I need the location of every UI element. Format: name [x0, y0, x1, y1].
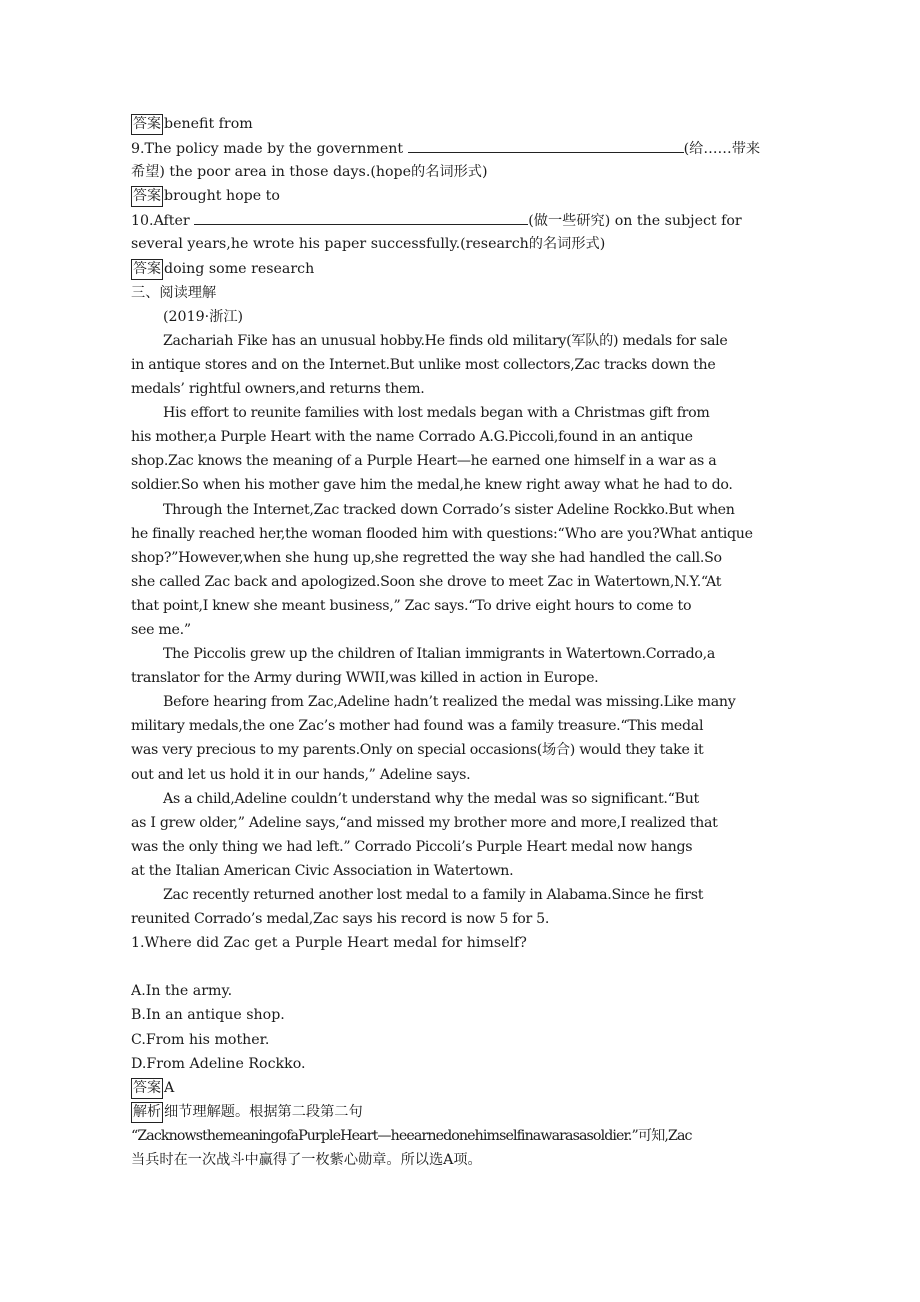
- fill-in-blank[interactable]: [194, 208, 528, 225]
- passage-line: shop.Zac knows the meaning of a Purple Heart—he earned one himself in a war as a: [131, 453, 717, 470]
- passage-line: at the Italian American Civic Association in Watertown.: [131, 862, 514, 879]
- answer-row: [131, 257, 831, 281]
- fill-in-blank[interactable]: [408, 136, 684, 153]
- question-9-line-1: [131, 136, 831, 160]
- question-9-hint: (给……带来: [683, 141, 761, 158]
- document-page: [131, 112, 831, 1172]
- option-d: D.From Adeline Rockko.: [131, 1055, 306, 1072]
- answer-row: [131, 112, 831, 136]
- passage-line: Before hearing from Zac,Adeline hadn’t realized the medal was missing.Like many: [163, 694, 736, 711]
- passage-line: As a child,Adeline couldn’t understand why the medal was so significant.“But: [163, 790, 699, 807]
- passage-line: see me.”: [131, 621, 191, 638]
- question-10-hint: (做一些研究) on the subject for: [528, 213, 742, 230]
- answer-tag: 答案: [131, 259, 163, 280]
- question-10-line-2: several years,he wrote his paper successfully.(research的名词形式): [131, 236, 606, 253]
- analysis-tag: 解析: [131, 1102, 163, 1123]
- passage-line: was very precious to my parents.Only on special occasions(场合) would they take it: [131, 742, 704, 759]
- passage-line: in antique stores and on the Internet.But unlike most collectors,Zac tracks down the: [131, 356, 716, 373]
- section-heading: 三、阅读理解: [131, 284, 217, 301]
- answer-tag: 答案: [131, 186, 163, 207]
- answer-tag: 答案: [131, 1078, 163, 1099]
- passage-line: translator for the Army during WWII,was killed in action in Europe.: [131, 670, 599, 687]
- answer-text: A: [164, 1079, 175, 1096]
- analysis-quote: “ZacknowsthemeaningofaPurpleHeart—heearnedonehimselfinawarasasoldier.”可知,Zac: [131, 1127, 692, 1144]
- passage-source: (2019·浙江): [163, 308, 244, 325]
- spacer: [131, 955, 831, 979]
- passage-line: as I grew older,” Adeline says,“and missed my brother more and more,I realized that: [131, 814, 718, 831]
- question-10-text: 10.After: [131, 213, 190, 230]
- question-9-text: 9.The policy made by the government: [131, 141, 404, 158]
- passage-line: His effort to reunite families with lost medals began with a Christmas gift from: [163, 405, 710, 422]
- reading-passage: [131, 329, 831, 931]
- passage-line: was the only thing we had left.” Corrado Piccoli’s Purple Heart medal now hangs: [131, 838, 693, 855]
- passage-line: out and let us hold it in our hands,” Adeline says.: [131, 766, 471, 783]
- analysis-conclusion: 当兵时在一次战斗中赢得了一枚紫心勋章。所以选A项。: [131, 1152, 482, 1169]
- analysis-text: 细节理解题。根据第二段第二句: [164, 1103, 363, 1120]
- passage-line: Zachariah Fike has an unusual hobby.He finds old military(军队的) medals for sale: [163, 332, 728, 349]
- passage-line: that point,I knew she meant business,” Zac says.“To drive eight hours to come to: [131, 597, 692, 614]
- passage-line: Through the Internet,Zac tracked down Corrado’s sister Adeline Rockko.But when: [163, 501, 735, 518]
- passage-line: medals’ rightful owners,and returns them.: [131, 381, 425, 398]
- answer-row: [131, 1076, 831, 1100]
- passage-line: The Piccolis grew up the children of Italian immigrants in Watertown.Corrado,a: [163, 646, 716, 663]
- option-a: A.In the army.: [131, 983, 233, 1000]
- passage-line: soldier.So when his mother gave him the medal,he knew right away what he had to do.: [131, 477, 733, 494]
- answer-tag: 答案: [131, 114, 163, 135]
- question-9-line-2: 希望) the poor area in those days.(hope的名词形式): [131, 164, 488, 181]
- answer-text: benefit from: [164, 116, 253, 132]
- passage-line: his mother,a Purple Heart with the name Corrado A.G.Piccoli,found in an antique: [131, 429, 693, 446]
- option-b: B.In an antique shop.: [131, 1007, 285, 1024]
- analysis-row: [131, 1100, 831, 1124]
- passage-line: shop?”However,when she hung up,she regretted the way she had handled the call.So: [131, 549, 722, 566]
- passage-line: he finally reached her,the woman flooded him with questions:“Who are you?What antique: [131, 525, 753, 542]
- answer-text: doing some research: [164, 260, 315, 277]
- answer-text: brought hope to: [164, 188, 280, 205]
- passage-line: she called Zac back and apologized.Soon she drove to meet Zac in Watertown,N.Y.“At: [131, 573, 722, 590]
- passage-line: military medals,the one Zac’s mother had found was a family treasure.“This medal: [131, 718, 704, 735]
- question-10-line-1: [131, 208, 831, 232]
- passage-line: Zac recently returned another lost medal to a family in Alabama.Since he first: [163, 887, 704, 903]
- answer-row: [131, 184, 831, 208]
- passage-line: reunited Corrado’s medal,Zac says his record is now 5 for 5.: [131, 911, 550, 928]
- option-c: C.From his mother.: [131, 1031, 270, 1048]
- question-1: 1.Where did Zac get a Purple Heart medal for himself?: [131, 935, 527, 952]
